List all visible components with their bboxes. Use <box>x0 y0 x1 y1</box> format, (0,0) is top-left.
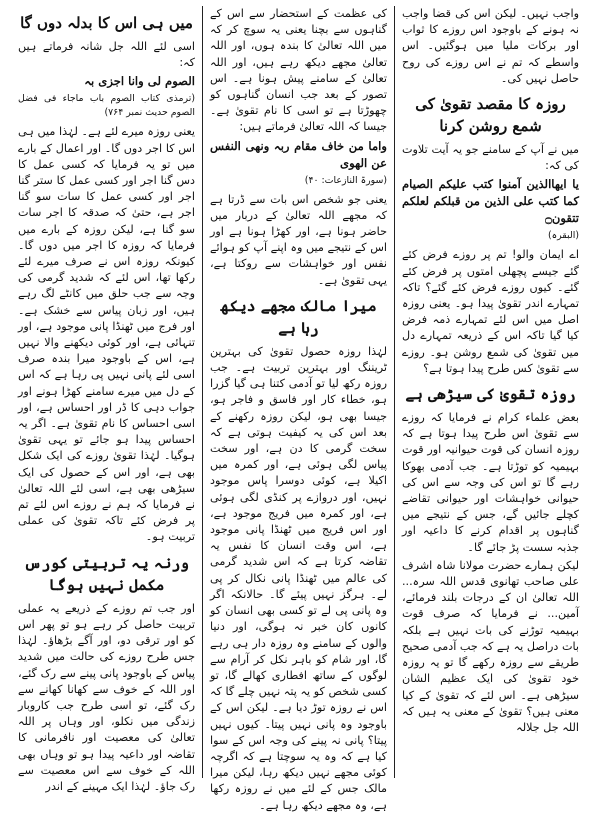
hadith-text: الصوم لی وانا اجزی بہ <box>84 74 195 89</box>
paragraph: لیکن ہمارے حضرت مولانا شاہ اشرف علی صاحب تھانوی قدس اللہ سرہ... اللہ تعالیٰ ان کے درجات بلند فرمائے، آمین... نے فرمایا کہ صرف قوت بہیمیہ توڑنے کی بات نہیں ہے بلکہ بات دراصل یہ ہے کہ جب آدمی صحیح طریقے سے روزہ رکھے گا تو یہ روزہ خود تقویٰ کی ایک عظیم الشان سیڑھی ہے۔ اس لئے کہ تقویٰ کے کیا معنی ہیں؟ تقویٰ کے معنی یہ ہیں کہ اللہ جل جلالہ <box>402 558 579 734</box>
hadith-reference: (ترمذی کتاب الصوم باب ماجاء فی فضل الصوم حدیث نمبر ۷۶۴) <box>18 93 195 119</box>
quran-verse: یا ایھاالذین آمنوا کتب علیکم الصیام کما کتب علی الذین من قبلکم لعلکم تتقون۝ <box>402 177 579 226</box>
paragraph: میں نے آپ کے سامنے جو یہ آیت تلاوت کی کہ: <box>402 143 579 173</box>
column-divider <box>394 6 395 778</box>
column-divider <box>202 6 203 778</box>
paragraph: اسی لئے اللہ جل شانہ فرماتے ہیں کہ: <box>18 40 195 70</box>
paragraph: اے ایمان والو! تم پر روزے فرض کئے گئے جیسے پچھلی امتوں پر فرض کئے گئے۔ کیوں روزے فرض کئے گئے؟ تاکہ تمہارے اندر تقویٰ پیدا ہو۔ یعنی روزہ اصل میں اس لئے تمہارے ذمہ فرض کیا گیا تاکہ اس کے ذریعہ تمہارے دل میں تقویٰ کی شمع روشن ہو۔ روزے سے تقویٰ کس طرح پیدا ہوتا ہے؟ <box>402 248 579 375</box>
quran-verse: واما من خاف مقام ربہ ونھی النفس عن الھوی <box>210 138 387 170</box>
paragraph: لہٰذا روزہ حصول تقویٰ کی بہترین ٹریننگ اور بہترین تربیت ہے۔ جب روزہ رکھ لیا تو آدمی کتنا ہی گیا گزرا ہو، خطاء کار اور فاسق و فاجر ہو، جیسا بھی ہو، لیکن روزہ رکھنے کے بعد اس کی یہ کیفیت ہوتی ہے کہ سخت گرمی کا دن ہے، اور سخت پیاس لگی ہوئی ہے، اور کمرہ میں اکیلا ہے، کوئی دوسرا پاس موجود نہیں، اور دروازے پر کنڈی لگی ہوئی ہے، اور کمرہ میں فریج موجود ہے، اور اس فریج میں ٹھنڈا پانی موجود ہے، اس وقت انسان کا نفس یہ تقاضہ کرتا ہے کہ اس شدید گرمی کی عالم میں ٹھنڈا پانی نکال کر پی لے۔ ہرگز نہیں پیئے گا۔ حالانکہ اگر وہ پانی پی لے تو کسی بھی انسان کو کانوں کان خبر نہ ہوگی، اور دنیا والوں کے سامنے وہ روزہ دار ہی رہے گا، اور شام کو باہر نکل کر آرام سے لوگوں کے ساتھ افطاری کھالے گا، تو کسی شخص کو یہ پتہ نہیں چلے گا کہ اس نے روزہ توڑ دیا ہے۔ لیکن اس کے باوجود وہ پانی نہیں پیتا۔ کیوں نہیں پیتا؟ پانی نہ پینے کی وجہ اس کے سوا کیا ہے کہ وہ یہ سوچتا ہے کہ اگرچہ کوئی مجھے نہیں دیکھ رہا، لیکن میرا مالک جس کے لئے میں نے روزہ رکھا ہے، وہ مجھے دیکھ رہا ہے۔ <box>210 344 387 812</box>
column-right <box>397 6 584 778</box>
paragraph: اور جب تم روزے کے ذریعے یہ عملی تربیت حاصل کر رہے ہو تو پھر اس کو اور ترقی دو، اور آگے بڑھاؤ۔ لہٰذا جس طرح روزے کی حالت میں شدید پیاس کے باوجود پانی پینے سے رک گئے، اور اللہ کے خوف سے کھانا کھانے سے رک گئے، تو اسی طرح جب کاروبار زندگی میں نکلو، اور وہاں پر اللہ تعالیٰ کی معصیت اور نافرمانی کا تقاضہ اور داعیہ پیدا ہو تو وہاں بھی اللہ کے خوف سے اس معصیت سے رک جاؤ۔ لہٰذا ایک مہینے کے اندر <box>18 601 195 793</box>
paragraph: یعنی جو شخص اس بات سے ڈرتا ہے کہ مجھے اللہ تعالیٰ کے دربار میں حاضر ہونا ہے، اور کھڑا ہونا ہے اور اس کے نتیجے میں وہ اپنے آپ کو ہوائے نفس اور خواہشات سے روکتا ہے، یہی تقویٰ ہے۔ <box>210 192 387 287</box>
paragraph: بعض علماء کرام نے فرمایا کہ روزے سے تقویٰ اس طرح پیدا ہوتا ہے کہ روزہ انسان کی قوت حیوانیہ اور قوت بہیمیہ کو توڑتا ہے۔ جب آدمی بھوکا رہے گا تو اس کی وجہ سے اس کی حیوانی خواہشات اور حیوانی تقاضے کچلے جائیں گے، جس کے نتیجے میں گناہوں پر اقدام کرنے کا داعیہ اور جذبہ سست پڑ جائے گا۔ <box>402 411 579 554</box>
section-heading: ورنہ یہ تربیتی کورس مکمل نہیں ہوگا <box>23 553 190 594</box>
paragraph: یعنی روزہ میرے لئے ہے۔ لہٰذا میں ہی اس کا اجر دوں گا۔ اور اعمال کے بارے میں تو یہ فرمایا کہ کسی عمل کا دس گنا اجر اور کسی عمل کا ستر گنا اجر اور کسی عمل کا سات سو گنا اجر ہے، حتیٰ کہ صدقہ کا اجر سات سو گنا ہے، لیکن روزہ کے بارے میں فرمایا کہ روزہ کا اجر میں دوں گا۔ کیونکہ روزہ اس نے صرف میرے لئے رکھا تھا، اس لئے کہ شدید گرمی کی وجہ سے جب حلق میں کانٹے لگ رہے ہیں، اور زبان پیاس سے خشک ہے۔ اور فرج میں ٹھنڈا پانی موجود ہے، اور تنہائی ہے، اور کوئی دیکھنے والا نہیں ہے، اس کے باوجود میرا بندہ صرف اسی لئے پانی نہیں پی رہا ہے کہ اس کے دل میں میرے سامنے کھڑا ہونے اور جواب دہی کا ڈر اور احساس ہے، اور اسی احساس کا نام تقویٰ ہے۔ اگر یہ احساس پیدا ہو جائے تو یہی تقویٰ ہوگیا۔ لہٰذا تقویٰ روزے کی ایک شکل بھی ہے، اور اس کے حصول کی ایک سیڑھی بھی ہے، اسی لئے اللہ تعالیٰ نے فرمایا کہ ہم نے روزے اس لئے تم پر فرض کئے تاکہ تقویٰ کی عملی تربیت ہو۔ <box>18 125 195 544</box>
section-heading: روزہ تقویٰ کی سیڑھی ہے <box>405 385 576 404</box>
verse-reference: (البقرہ) <box>547 230 579 242</box>
section-heading: روزہ کا مقصد تقویٰ کی شمع روشن کرنا <box>415 95 566 136</box>
section-heading: میرا مالک مجھے دیکھ رہا ہے <box>220 296 377 337</box>
column-middle <box>205 6 392 812</box>
paragraph: کی عظمت کے استحضار سے اس کے گناہوں سے بچنا یعنی یہ سوچ کر کہ میں اللہ تعالیٰ کا بندہ ہوں، اور اللہ تعالیٰ مجھے دیکھ رہے ہیں، اور اللہ تعالیٰ کے سامنے پیش ہونا ہے۔ اس تصور کے بعد جب انسان گناہوں کو چھوڑتا ہے تو اسی کا نام تقویٰ ہے۔ جیسا کہ اللہ تعالیٰ فرماتے ہیں: <box>210 7 387 134</box>
column-left <box>13 6 200 793</box>
verse-reference: (سورۃ النازعات: ۴۰) <box>304 174 387 186</box>
section-heading: میں ہی اس کا بدلہ دوں گا <box>20 14 193 32</box>
paragraph: واجب نہیں۔ لیکن اس کی قضا واجب نہ ہونے کے باوجود اس روزے کا ثواب اور برکات ملیا میں ہوگئیں۔ اس واسطے کہ تم نے اس روزے کی روح حاصل نہیں کی۔ <box>402 7 579 85</box>
